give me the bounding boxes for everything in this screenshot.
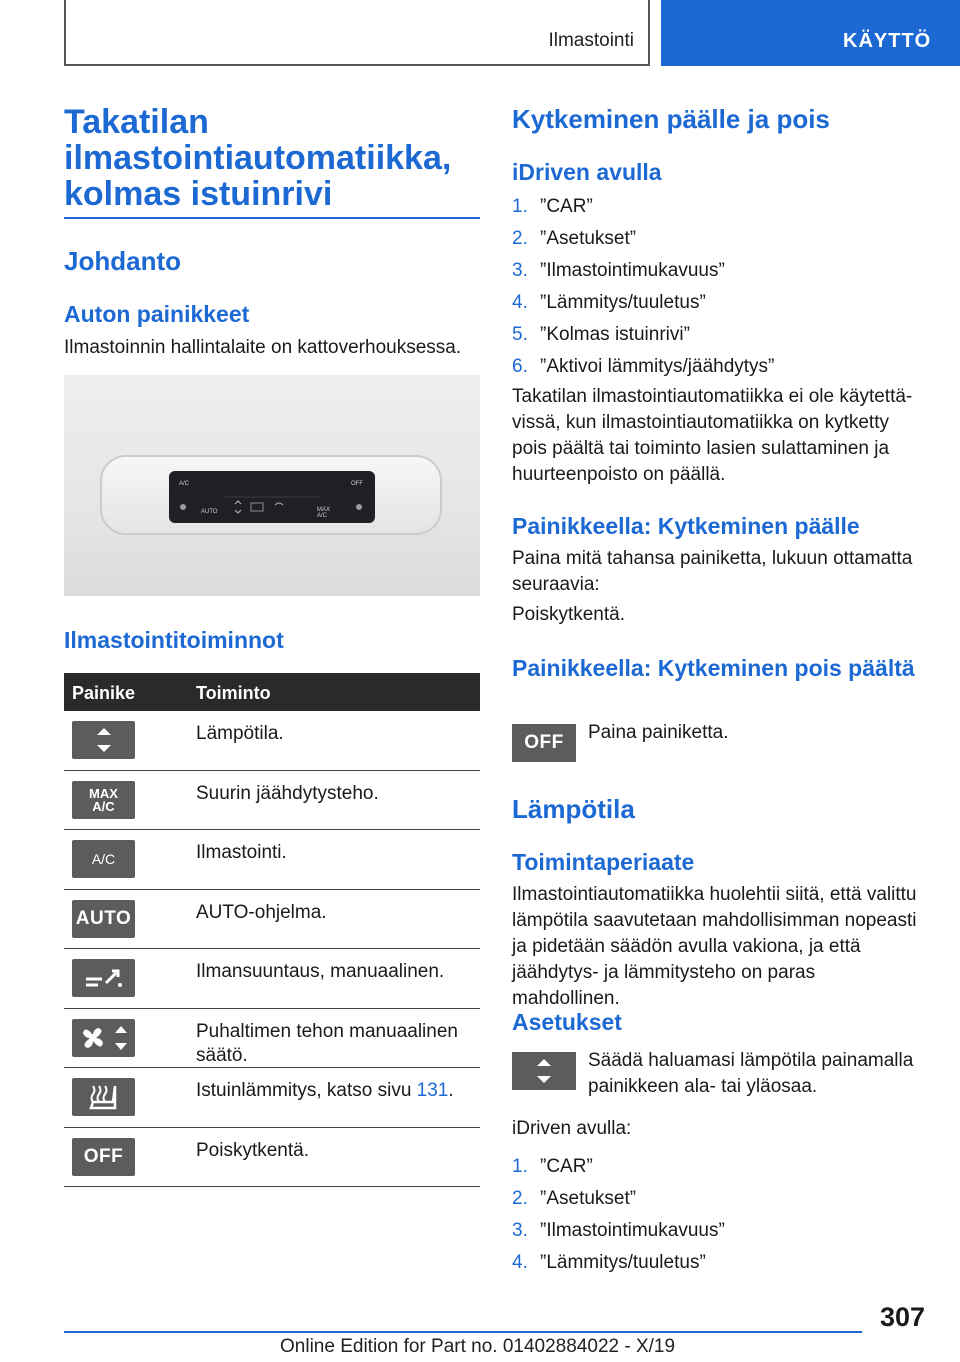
list-number: 3. bbox=[512, 1220, 528, 1241]
row-label: Suurin jäähdytysteho. bbox=[196, 782, 379, 804]
table-row bbox=[64, 890, 480, 950]
photo-panel bbox=[169, 471, 375, 523]
table-row bbox=[64, 830, 480, 890]
list-number: 4. bbox=[512, 1252, 528, 1273]
footer-rule bbox=[64, 1331, 862, 1333]
ac-icon-text: A/C bbox=[91, 851, 116, 867]
heading-button-on: Painikkeella: Kytkeminen päälle bbox=[512, 513, 860, 539]
control-panel-photo bbox=[64, 375, 480, 596]
row-label bbox=[196, 1079, 476, 1103]
photo-panel-graphics bbox=[169, 471, 375, 523]
auto-icon-text: AUTO bbox=[75, 907, 132, 929]
list-text: ”Kolmas istuinrivi” bbox=[540, 324, 690, 345]
up-down-arrows-icon bbox=[72, 721, 135, 759]
heading-functions: Ilmastointitoiminnot bbox=[64, 627, 284, 653]
section-title: Ilmastointi bbox=[548, 30, 634, 51]
page-number: 307 bbox=[880, 1302, 926, 1332]
idrive-text: iDriven avulla: bbox=[512, 1118, 632, 1139]
list-number: 1. bbox=[512, 196, 528, 217]
table-row bbox=[64, 949, 480, 1009]
ac-icon bbox=[72, 840, 135, 878]
principle-text: Ilmastointiautomatiikka huolehtii siitä, että valittu lämpötila saavutetaan mahdollisimman nopeasti ja pidetään säädön avulla vakiona, ja että jäähdytys- ja lämmitysteho on paras mahdollinen. bbox=[512, 884, 917, 1009]
row-label-text: Istuinlämmitys, katso sivu bbox=[196, 1080, 417, 1101]
page-title: Takatilan ilmastointiautomatiikka, kolmas istuinrivi bbox=[64, 103, 452, 213]
heading-idrive: iDriven avulla bbox=[512, 159, 662, 185]
table-row bbox=[64, 1009, 480, 1069]
off-icon-text: OFF bbox=[83, 1145, 124, 1167]
photo-ac-label: A/C bbox=[179, 481, 190, 487]
table-row bbox=[64, 771, 480, 831]
row-label: Ilmastointi. bbox=[196, 842, 287, 863]
row-label: AUTO-ohjelma. bbox=[196, 901, 327, 923]
list-number: 6. bbox=[512, 356, 528, 377]
row-label: Poiskytkentä. bbox=[196, 1139, 309, 1161]
max-ac-icon-text: MAX A/C bbox=[89, 785, 118, 814]
heading-button-off: Painikkeella: Kytkeminen pois päältä bbox=[512, 655, 915, 681]
list-number: 4. bbox=[512, 292, 528, 313]
button-on-text: Paina mitä tahansa painiketta, lukuun ottamatta seuraavia: bbox=[512, 548, 913, 595]
list-text: ”CAR” bbox=[540, 196, 593, 217]
list-number: 5. bbox=[512, 324, 528, 345]
list-text: ”Ilmastointimukavuus” bbox=[540, 1220, 725, 1241]
auto-icon bbox=[72, 900, 135, 938]
up-down-arrows-icon bbox=[512, 1052, 576, 1090]
table-header bbox=[64, 673, 480, 711]
list-number: 2. bbox=[512, 228, 528, 249]
heading-onoff: Kytkeminen päälle ja pois bbox=[512, 104, 830, 134]
press-text: Paina painiketta. bbox=[588, 722, 729, 743]
fan-icon bbox=[72, 1019, 135, 1057]
heading-intro: Johdanto bbox=[64, 246, 181, 276]
heading-principle: Toimintaperiaate bbox=[512, 849, 695, 875]
row-label: Ilmansuuntaus, manuaalinen. bbox=[196, 961, 445, 982]
edition-text: Online Edition for Part no. 01402884022 - X/19 bbox=[280, 1336, 676, 1357]
page-link-131[interactable]: 131 bbox=[416, 1080, 449, 1101]
list-text: ”Asetukset” bbox=[540, 228, 637, 249]
heading-controls: Auton painikkeet bbox=[64, 301, 250, 327]
photo-max-label: MAX A/C bbox=[317, 507, 331, 519]
list-text: ”Lämmitys/tuuletus” bbox=[540, 292, 706, 313]
list-number: 1. bbox=[512, 1156, 528, 1177]
list-number: 2. bbox=[512, 1188, 528, 1209]
heading-settings: Asetukset bbox=[512, 1009, 622, 1035]
off-icon bbox=[512, 724, 576, 762]
list-text: ”Asetukset” bbox=[540, 1188, 637, 1209]
max-ac-icon bbox=[72, 781, 135, 819]
col-button: Painike bbox=[72, 683, 136, 703]
list-text: ”Aktivoi lämmitys/jäähdytys” bbox=[540, 356, 775, 377]
row-label-suffix: . bbox=[448, 1080, 454, 1101]
title-rule bbox=[64, 217, 480, 219]
list-number: 3. bbox=[512, 260, 528, 281]
off-icon-text: OFF bbox=[524, 732, 564, 753]
unavailable-text: Takatilan ilmastointiautomatiikka ei ole käytettävissä, kun ilmastointiautomatiikka on kytketty pois päältä tai toiminto lasien sulattaminen ja huurteenpoisto on päällä. bbox=[512, 386, 913, 485]
table-row bbox=[64, 1128, 480, 1188]
list-text: ”Lämmitys/tuuletus” bbox=[540, 1252, 706, 1273]
list-text: ”Ilmastointimukavuus” bbox=[540, 260, 725, 281]
off-icon bbox=[72, 1138, 135, 1176]
col-function: Toiminto bbox=[196, 683, 271, 703]
chapter-tab: KÄYTTÖ bbox=[661, 0, 960, 66]
settings-text: Säädä haluamasi lämpötila painamalla painikkeen ala- tai yläosaa. bbox=[588, 1050, 914, 1097]
row-label: Lämpötila. bbox=[196, 723, 284, 744]
seat-heating-icon bbox=[72, 1078, 135, 1116]
photo-auto-label: AUTO bbox=[201, 509, 218, 515]
controls-text: Ilmastoinnin hallintalaite on kattoverhouksessa. bbox=[64, 337, 462, 358]
list-text: ”CAR” bbox=[540, 1156, 593, 1177]
heading-temperature: Lämpötila bbox=[512, 794, 635, 824]
row-label: Puhaltimen tehon manuaalinen säätö. bbox=[196, 1020, 458, 1066]
off-item-text: Poiskytkentä. bbox=[512, 604, 625, 625]
table-row bbox=[64, 711, 480, 771]
air-direction-icon bbox=[72, 959, 135, 997]
functions-table bbox=[64, 673, 480, 1187]
photo-off-label: OFF bbox=[351, 481, 363, 487]
table-row bbox=[64, 1068, 480, 1128]
header-frame bbox=[64, 0, 650, 66]
